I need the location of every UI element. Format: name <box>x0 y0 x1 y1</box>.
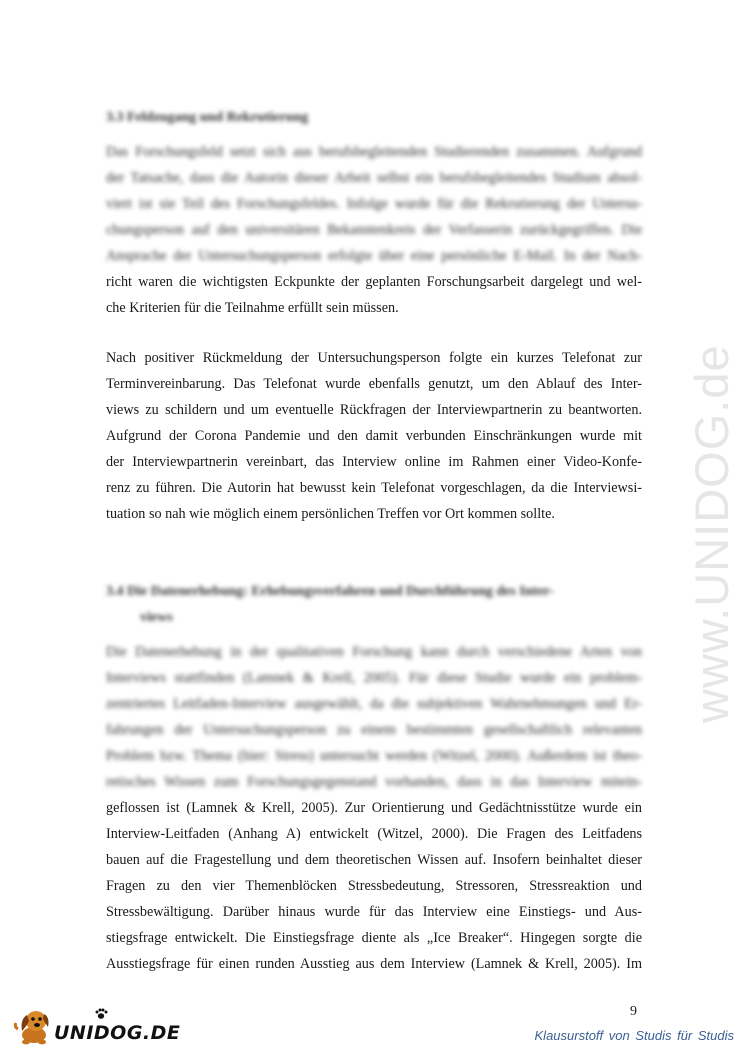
unidog-logo <box>12 1005 181 1049</box>
text-line: viert ist sie Teil des Forschungsfeldes. Infolge wurde für die Rekrutierung der Untersu- <box>106 196 642 212</box>
footer-slogan: Klausurstoff von Studis für Studis <box>534 1028 734 1043</box>
text-line: renz zu führen. Die Autorin hat bewusst kein Telefonat vorgeschlagen, da die Interviewsi- <box>106 480 642 496</box>
text-line: Das Forschungsfeld setzt sich aus berufsbegleitenden Studierenden zusammen. Aufgrund <box>106 144 642 160</box>
text-line: Nach positiver Rückmeldung der Untersuchungsperson folgte ein kurzes Telefonat zur <box>106 350 642 366</box>
section-heading-3-4: 3.4 Die Datenerhebung: Erhebungsverfahren und Durchführung des Inter- <box>106 584 554 599</box>
text-line: stiegsfrage entwickelt. Die Einstiegsfrage diente als „Ice Breaker“. Hingegen sorgte die <box>106 930 642 946</box>
text-line: retisches Wissen zum Forschungsgegenstand vorhanden, dass in das Interview mitein- <box>106 774 642 790</box>
text-line: tuation so nah wie möglich einem persönlichen Treffen vor Ort kommen sollte. <box>106 506 555 522</box>
text-line: Interview-Leitfaden (Anhang A) entwickelt (Witzel, 2000). Die Fragen des Leitfadens <box>106 826 642 842</box>
text-line: Fragen zu den vier Themenblöcken Stressbedeutung, Stressoren, Stressreaktion und <box>106 878 642 894</box>
text-line: Interviews stattfinden (Lamnek & Krell, 2005). Für diese Studie wurde ein problem- <box>106 670 642 686</box>
text-line: geflossen ist (Lamnek & Krell, 2005). Zur Orientierung und Gedächtnisstütze wurde ein <box>106 800 642 816</box>
text-line: Stressbewältigung. Darüber hinaus wurde für das Interview eine Einstiegs- und Aus- <box>106 904 642 920</box>
text-line: richt waren die wichtigsten Eckpunkte der geplanten Forschungsarbeit dargelegt und wel- <box>106 274 642 290</box>
text-line: Ausstiegsfrage für einen runden Ausstieg aus dem Interview (Lamnek & Krell, 2005). Im <box>106 956 642 972</box>
dog-icon <box>12 1005 56 1047</box>
document-page: www.UNIDOG.de 3.3 Feldzugang und Rekrutierung Das Forschungsfeld setzt sich aus berufsbegleitenden Studierenden zusammen. Aufgrund der Tatsache, dass die Autorin dieser Arbeit selbst ein berufsbegleitendes Studium absol- viert ist sie Teil des Forschungsfeldes. Infolge wurde für die Rekrutierung der Untersu- chungsperson auf den universitären Bekanntenkreis der Verfasserin zurückgegriffen. Die Ansprache der Untersuchungsperson erfolgte über eine persönliche E-Mail. In der Nach- richt waren die wichtigsten Eckpunkte der geplanten Forschungsarbeit dargelegt und wel- che Kriterien für die Teilnahme erfüllt sein müssen. Nach positiver Rückmeldung der Untersuchungsperson folgte ein kurzes Telefonat zur Terminvereinbarung. Das Telefonat wurde ebenfalls genutzt, um den Ablauf des Inter- views zu schildern und um eventuelle Rückfragen der Interviewpartnerin zu beantworten. Aufgrund der Corona Pandemie und den damit verbunden Einschränkungen wurde mit der Interviewpartnerin vereinbart, das Interview online im Rahmen einer Video-Konfe- renz zu führen. Die Autorin hat bewusst kein Telefonat vorgeschlagen, da die Interviewsi- tuation so nah wie möglich einem persönlichen Treffen vor Ort kommen sollte. 3.4 Die Datenerhebung: Erhebungsverfahren und Durchführung des Inter- views Die Datenerhebung in der qualitativen Forschung kann durch verschiedene Arten von Interviews stattfinden (Lamnek & Krell, 2005). Für diese Studie wurde ein problem- zentriertes Leitfaden-Interview ausgewählt, da die subjektiven Wahrnehmungen und Er- fahrungen der Untersuchungsperson zu einem bestimmten gesellschaftlich relevanten Problem bzw. Thema (hier: Stress) untersucht werden (Witzel, 2000). Außerdem ist theo- retisches Wissen zum Forschungsgegenstand vorhanden, dass in das Interview mitein- geflossen ist (Lamnek & Krell, 2005). Zur Orientierung und Gedächtnisstütze wurde ein Interview-Leitfaden (Anhang A) entwickelt (Witzel, 2000). Die Fragen des Leitfadens bauen auf die Fragestellung und dem theoretischen Wissen auf. Insofern beinhaltet dieser Fragen zu den vier Themenblöcken Stressbedeutung, Stressoren, Stressreaktion und Stressbewältigung. Darüber hinaus wurde für das Interview eine Einstiegs- und Aus- stiegsfrage entwickelt. Die Einstiegsfrage diente als „Ice Breaker“. Hingegen sorgte die Ausstiegsfrage für einen runden Ausstieg aus dem Interview (Lamnek & Krell, 2005). Im 9 UNIDOG.DE Klausurstoff von Studis für Studis <box>0 0 750 1059</box>
text-line: views zu schildern und um eventuelle Rückfragen der Interviewpartnerin zu beantworten. <box>106 402 642 418</box>
text-line: bauen auf die Fragestellung und dem theoretischen Wissen auf. Insofern beinhaltet dieser <box>106 852 642 868</box>
text-line: zentriertes Leitfaden-Interview ausgewählt, da die subjektiven Wahrnehmungen und Er- <box>106 696 642 712</box>
text-line: fahrungen der Untersuchungsperson zu einem bestimmten gesellschaftlich relevanten <box>106 722 642 738</box>
text-line: Die Datenerhebung in der qualitativen Forschung kann durch verschiedene Arten von <box>106 644 642 660</box>
text-line: der Tatsache, dass die Autorin dieser Arbeit selbst ein berufsbegleitendes Studium absol- <box>106 170 642 186</box>
text-line: der Interviewpartnerin vereinbart, das Interview online im Rahmen einer Video-Konfe- <box>106 454 642 470</box>
text-line: Problem bzw. Thema (hier: Stress) untersucht werden (Witzel, 2000). Außerdem ist theo- <box>106 748 642 764</box>
section-heading-3-4-continued: views <box>140 610 173 625</box>
paw-icon <box>94 1007 108 1021</box>
text-line: che Kriterien für die Teilnahme erfüllt sein müssen. <box>106 300 399 316</box>
text-line: Aufgrund der Corona Pandemie und den damit verbunden Einschränkungen wurde mit <box>106 428 642 444</box>
text-line: Ansprache der Untersuchungsperson erfolgte über eine persönliche E-Mail. In der Nach- <box>106 248 642 264</box>
text-line: chungsperson auf den universitären Bekanntenkreis der Verfasserin zurückgegriffen. Die <box>106 222 642 238</box>
text-line: Terminvereinbarung. Das Telefonat wurde ebenfalls genutzt, um den Ablauf des Inter- <box>106 376 642 392</box>
section-heading-3-3: 3.3 Feldzugang und Rekrutierung <box>106 110 309 125</box>
logo-text: UNIDOG.DE <box>54 1022 181 1044</box>
page-number: 9 <box>630 1004 637 1019</box>
